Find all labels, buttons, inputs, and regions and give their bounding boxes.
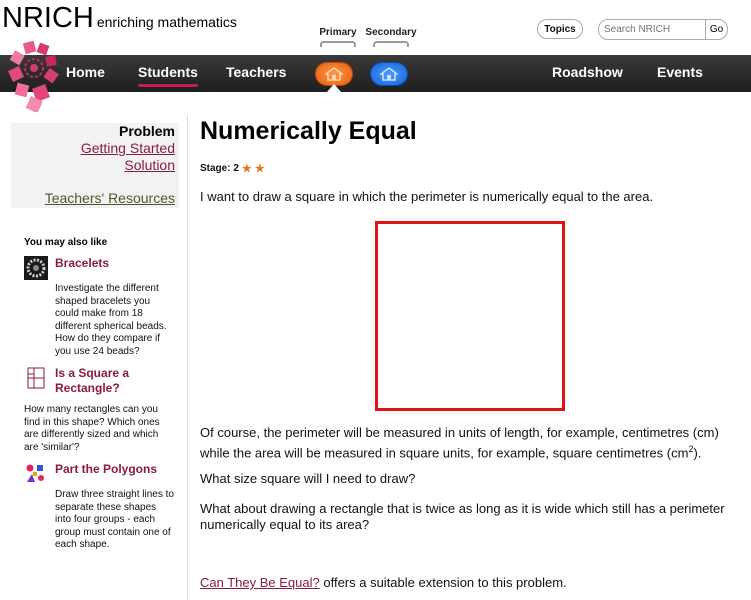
main-content [200,115,745,590]
brand-name[interactable]: NRICH [2,2,94,34]
level-secondary-label: Secondary [365,27,417,38]
brand-tagline: enriching mathematics [96,14,237,30]
level-secondary[interactable] [365,27,417,47]
units-text: Of course, the perimeter will be measured in units of length, for example, centimetres (cm) while the area will be measured in square units, for example, square centimetres (cm [200,425,719,461]
rec-description [24,489,174,552]
star-icon: ★ ★ [241,163,265,175]
intro-paragraph: I want to draw a square in which the perimeter is numerically equal to the area. [200,189,654,204]
rec-description: How many rectangles can you find in this shape? Which ones are differently sized and which are 'similar'? [24,404,160,453]
stage-indicator [200,162,745,175]
brand[interactable] [2,2,237,35]
nav-home[interactable]: Home [66,64,105,80]
primary-home-button[interactable] [315,62,353,86]
list-item [24,256,174,358]
nrich-logo-icon[interactable] [6,40,62,112]
question-paragraph: What size square will I need to draw? [200,471,416,486]
teachers-resources-link[interactable]: Teachers' Resources [44,190,175,206]
list-item [24,366,174,454]
square-diagram [375,221,565,411]
rec-description [24,283,174,358]
active-level-caret [327,84,341,92]
superscript: 2 [688,444,694,454]
extension-text: offers a suitable extension to this problem. [319,575,567,590]
polygons-thumbnail-icon[interactable] [24,462,48,486]
search-box [598,19,728,40]
rec-description-text: Investigate the different shaped bracelets you could make from 18 different spherical beads. How do they compare if you use 24 beads? [55,283,167,357]
level-labels [312,27,417,47]
bracelet-thumbnail-icon[interactable] [24,256,48,280]
units-paragraph [200,425,745,461]
column-divider [187,115,188,600]
stage-label: Stage: 2 [200,163,239,174]
also-like-panel [24,237,174,560]
also-like-heading: You may also like [24,237,108,248]
grid-thumbnail-icon[interactable] [24,366,48,390]
go-button[interactable]: Go [705,19,727,40]
topics-button[interactable]: Topics [537,19,583,39]
home-icon [380,67,398,81]
rectangle-paragraph: What about drawing a rectangle that is twice as long as it is wide which still has a perimeter numerically equal to its area? [200,501,725,532]
problem-nav-panel [11,123,179,208]
problem-label: Problem [118,123,175,139]
level-primary[interactable] [312,27,364,47]
page-title: Numerically Equal [200,117,417,145]
solution-link[interactable]: Solution [124,157,175,173]
rec-title-link[interactable]: Bracelets [55,256,110,270]
level-primary-label: Primary [319,27,357,38]
nav-roadshow[interactable]: Roadshow [552,64,623,80]
extension-paragraph [200,575,567,591]
nav-teachers[interactable]: Teachers [226,64,287,80]
extension-link[interactable]: Can They Be Equal? [200,575,320,590]
nav-events[interactable]: Events [657,64,703,80]
rec-title-link[interactable]: Part the Polygons [55,462,158,476]
units-text-end: ). [693,445,702,461]
main-nav [0,55,751,92]
getting-started-link[interactable]: Getting Started [80,140,175,156]
nav-students[interactable]: Students [138,64,198,80]
list-item [24,462,174,552]
bracket-icon [320,41,356,47]
rec-description-text: Draw three straight lines to separate these shapes into four groups - each group must contain one of each shape. [55,489,174,550]
bracket-icon [373,41,409,47]
search-input[interactable] [599,24,705,35]
rec-title-link[interactable]: Is a Square a Rectangle? [55,366,130,395]
home-icon [325,67,343,81]
secondary-home-button[interactable] [370,62,408,86]
